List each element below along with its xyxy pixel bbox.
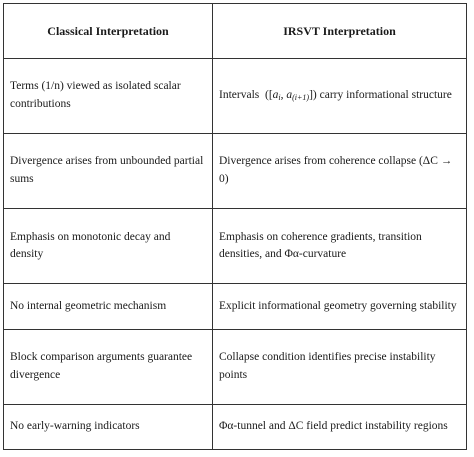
interval-a1: a [272, 89, 279, 102]
cell-classical: No internal geometric mechanism [4, 284, 213, 329]
interval-a2: a [286, 89, 293, 102]
cell-irsvt: Emphasis on coherence gradients, transition densities, and Φα-curvature [213, 209, 467, 284]
cell-classical: Divergence arises from unbounded partial sums [4, 134, 213, 209]
interval-open: ([ [264, 89, 273, 102]
intervals-prefix: Intervals [219, 89, 260, 102]
interval-separator: , [280, 89, 287, 102]
header-classical: Classical Interpretation [4, 4, 213, 59]
cell-irsvt [213, 59, 467, 134]
table-row [4, 59, 467, 134]
table-row [4, 134, 467, 209]
table-row [4, 284, 467, 329]
cell-irsvt: Φα-tunnel and ΔC field predict instability regions [213, 404, 467, 449]
interval-close: ]) [309, 89, 317, 102]
interval-sub-i1: (i+1) [292, 93, 310, 103]
table-row [4, 209, 467, 284]
interval-sub-i: i [278, 93, 281, 103]
table-row [4, 329, 467, 404]
cell-classical: Emphasis on monotonic decay and density [4, 209, 213, 284]
table-row [4, 404, 467, 449]
cell-classical: Block comparison arguments guarantee divergence [4, 329, 213, 404]
header-row [4, 4, 467, 59]
cell-classical: No early-warning indicators [4, 404, 213, 449]
cell-irsvt: Explicit informational geometry governing stability [213, 284, 467, 329]
comparison-table [3, 3, 467, 450]
cell-irsvt: Divergence arises from coherence collapse (ΔC → 0) [213, 134, 467, 209]
intervals-suffix: carry informational structure [319, 89, 452, 102]
header-irsvt: IRSVT Interpretation [213, 4, 467, 59]
cell-classical: Terms (1/n) viewed as isolated scalar contributions [4, 59, 213, 134]
cell-irsvt: Collapse condition identifies precise instability points [213, 329, 467, 404]
